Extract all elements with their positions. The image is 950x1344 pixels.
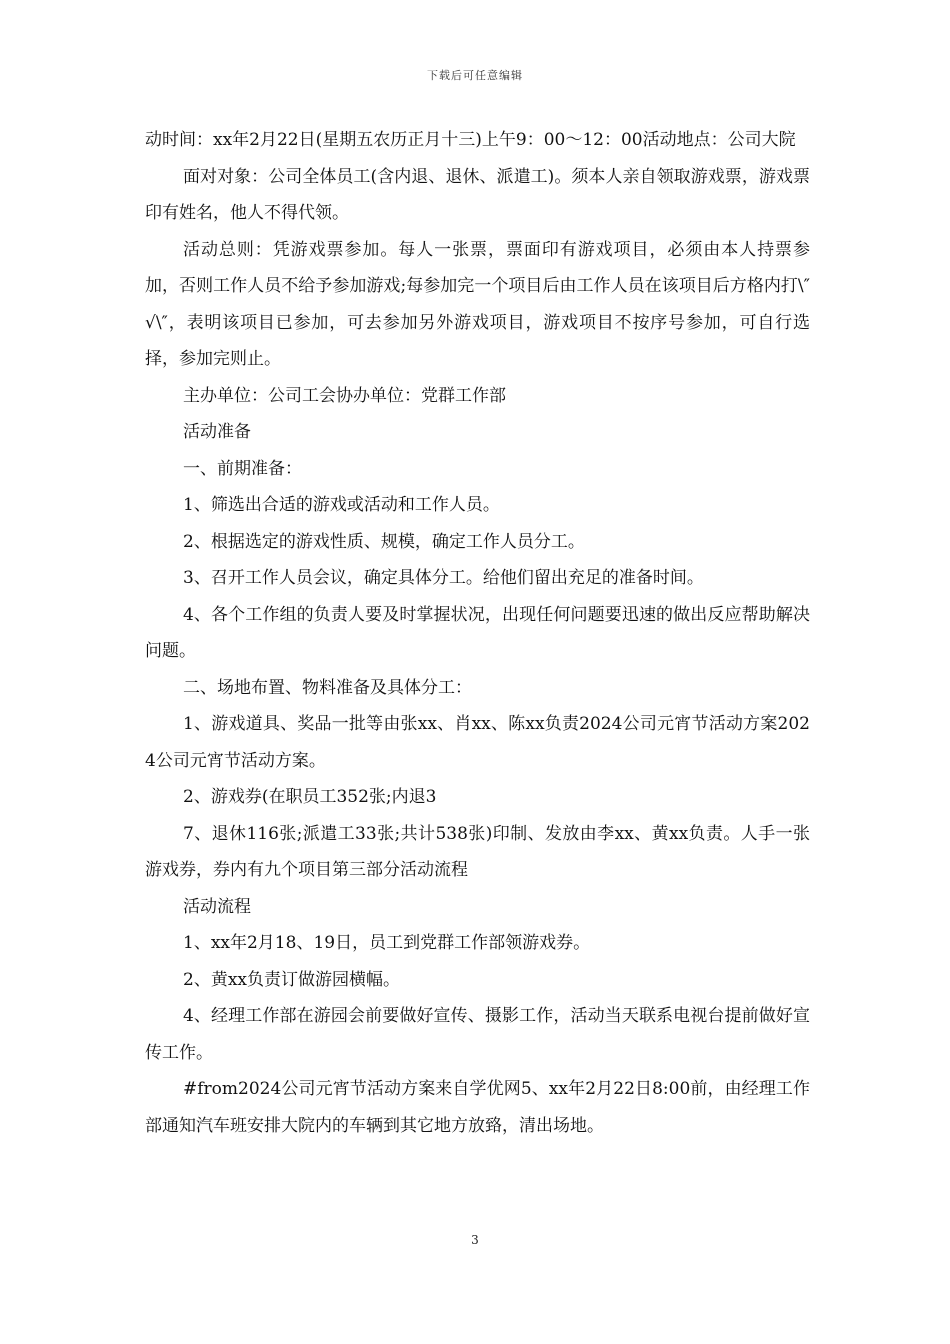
section-heading: 一、前期准备：: [183, 458, 302, 479]
document-body: [145, 122, 810, 1144]
page-header: 下载后可任意编辑: [427, 69, 523, 82]
list-item: 7、退休116张;派遣工33张;共计538张)印制、发放由李xx、黄xx负责。人手一张游戏券，券内有九个项目第三部分活动流程: [145, 823, 810, 880]
list-item: 2、根据选定的游戏性质、规模，确定工作人员分工。: [183, 531, 585, 552]
list-item: 2、黄xx负责订做游园横幅。: [183, 969, 400, 990]
section-heading: 活动准备: [183, 422, 251, 442]
list-item: 3、召开工作人员会议，确定具体分工。给他们留出充足的准备时间。: [183, 568, 704, 588]
list-item: 1、游戏道具、奖品一批等由张xx、肖xx、陈xx负责2024公司元宵节活动方案2024公司元宵节活动方案。: [145, 714, 810, 771]
paragraph: 主办单位：公司工会协办单位：党群工作部: [183, 385, 506, 406]
section-heading: 二、场地布置、物料准备及具体分工：: [183, 677, 472, 698]
list-item: 4、各个工作组的负责人要及时掌握状况，出现任何问题要迅速的做出反应帮助解决问题。: [145, 604, 810, 661]
paragraph: 面对对象：公司全体员工(含内退、退休、派遣工)。须本人亲自领取游戏票，游戏票印有姓名，他人不得代领。: [145, 166, 810, 223]
paragraph: 活动总则：凭游戏票参加。每人一张票，票面印有游戏项目，必须由本人持票参加，否则工作人员不给予参加游戏;每参加完一个项目后由工作人员在该项目后方格内打\″√\″，表明该项目已参加，可去参加另外游戏项目，游戏项目不按序号参加，可自行选择，参加完则止。: [145, 239, 810, 369]
page-number: 3: [471, 1233, 479, 1247]
list-item: 2、游戏券(在职员工352张;内退3: [183, 787, 437, 807]
list-item: 1、xx年2月18、19日，员工到党群工作部领游戏券。: [183, 933, 591, 953]
list-item: #from2024公司元宵节活动方案来自学优网5、xx年2月22日8:00前，由经理工作部通知汽车班安排大院内的车辆到其它地方放臵，清出场地。: [145, 1079, 810, 1136]
section-heading: 活动流程: [183, 896, 251, 917]
list-item: 4、经理工作部在游园会前要做好宣传、摄影工作，活动当天联系电视台提前做好宣传工作。: [145, 1006, 810, 1063]
list-item: 1、筛选出合适的游戏或活动和工作人员。: [183, 495, 500, 515]
paragraph: 动时间：xx年2月22日(星期五农历正月十三)上午9：00～12：00活动地点：公司大院: [145, 130, 796, 150]
